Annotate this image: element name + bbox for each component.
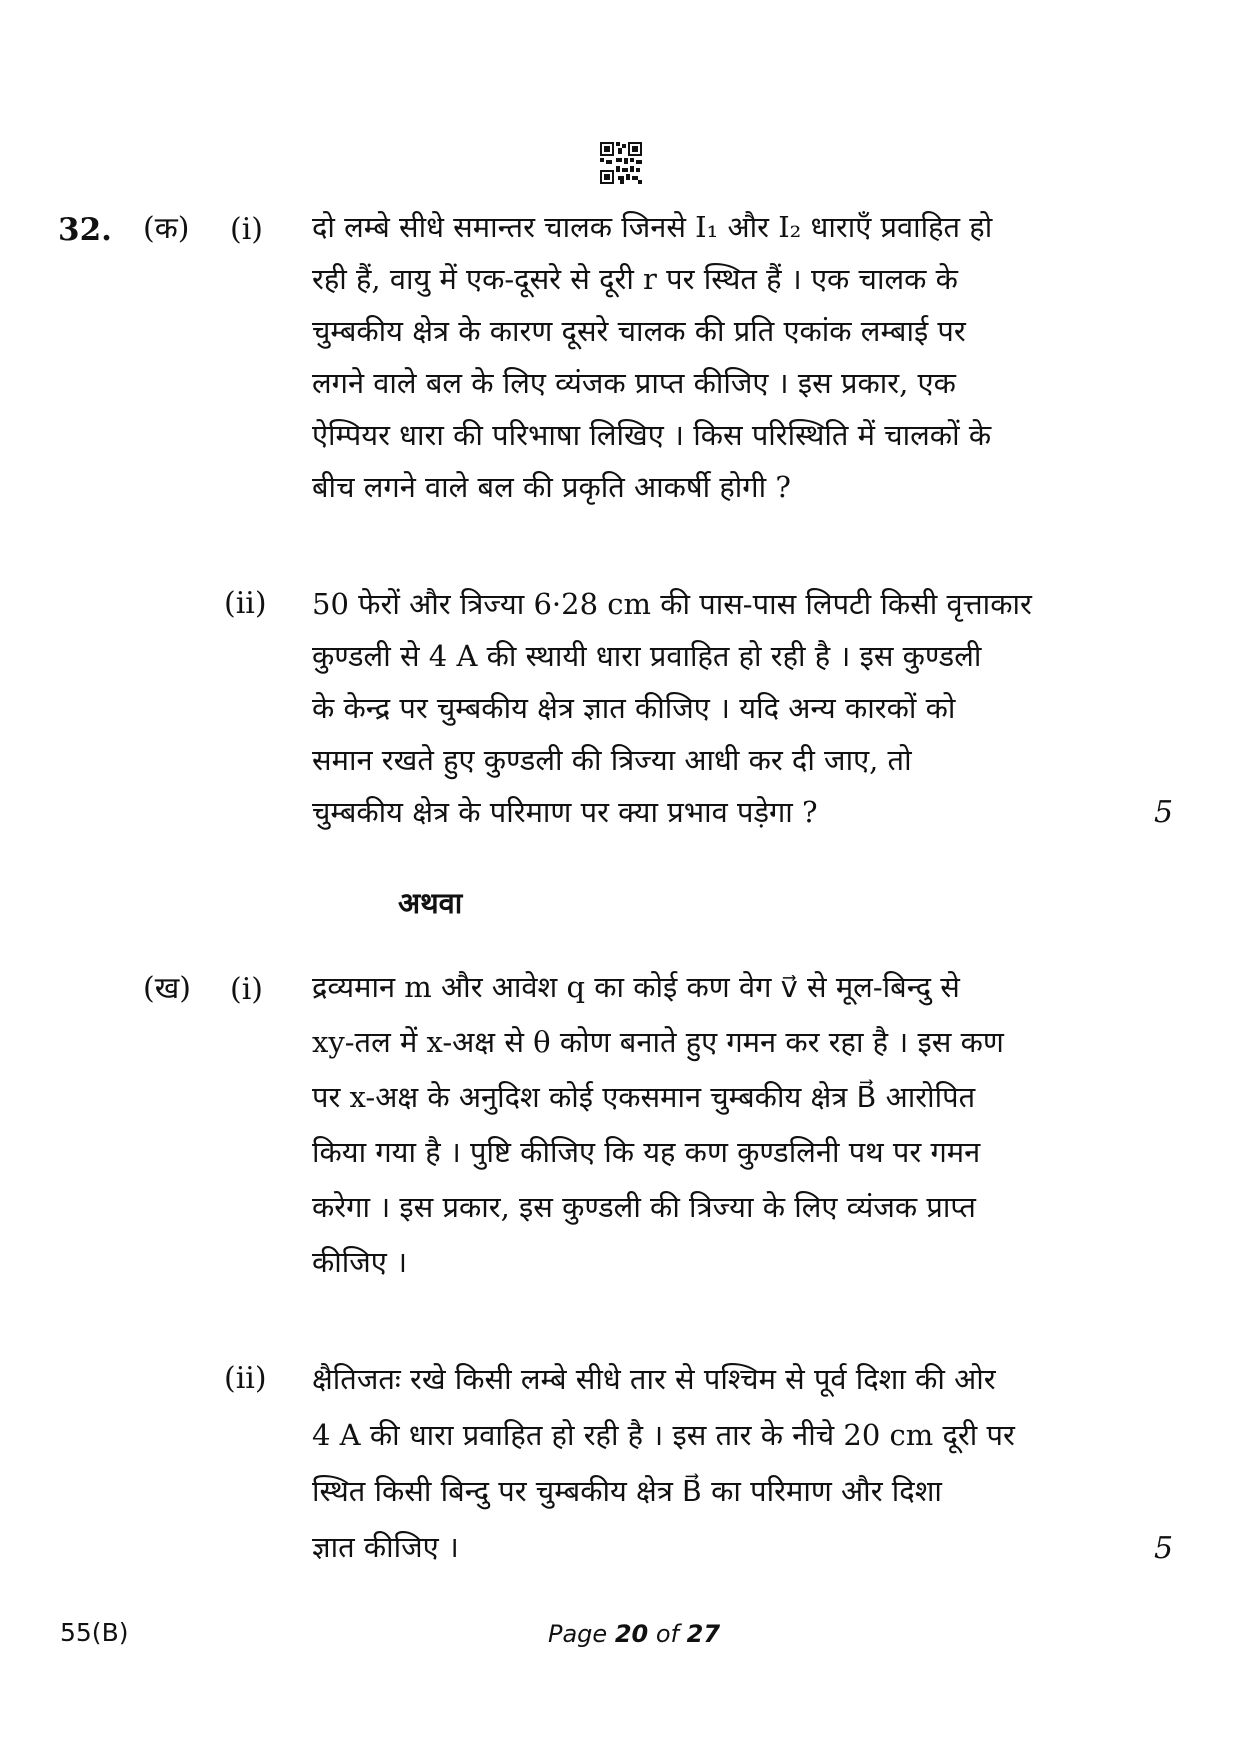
page-number: [548, 1620, 720, 1648]
part-a-label: (क): [143, 211, 190, 246]
text-line: किया गया है । पुष्टि कीजिए कि यह कण कुण्डलिनी पथ पर गमन: [312, 1135, 981, 1169]
text-line: रही हैं, वायु में एक-दूसरे से दूरी r पर स्थित हैं । एक चालक के: [312, 262, 958, 296]
or-label: अथवा: [398, 886, 463, 920]
part-b-ii-label: (ii): [224, 1361, 267, 1396]
text-line: पर x-अक्ष के अनुदिश कोई एकसमान चुम्बकीय क्षेत्र B⃗ आरोपित: [312, 1080, 976, 1114]
text-line: ऐम्पियर धारा की परिभाषा लिखिए । किस परिस्थिति में चालकों के: [312, 418, 992, 452]
text-line: ज्ञात कीजिए ।: [312, 1530, 459, 1564]
part-a-ii-label: (ii): [224, 586, 267, 621]
marks-part-a: 5: [1154, 795, 1174, 830]
qr-code-icon: [600, 142, 642, 184]
text-line: चुम्बकीय क्षेत्र के कारण दूसरे चालक की प्रति एकांक लम्बाई पर: [312, 314, 966, 348]
text-line: बीच लगने वाले बल की प्रकृति आकर्षी होगी ?: [312, 470, 791, 504]
part-b-i-label: (i): [230, 972, 264, 1007]
page-of: of: [655, 1620, 680, 1648]
page-current: 20: [614, 1620, 649, 1648]
marks-part-b: 5: [1154, 1531, 1174, 1566]
text-line: xy-तल में x-अक्ष से θ कोण बनाते हुए गमन कर रहा है । इस कण: [312, 1025, 1004, 1059]
text-line: 50 फेरों और त्रिज्या 6·28 cm की पास-पास लिपटी किसी वृत्ताकार: [312, 587, 1032, 621]
page-total: 27: [686, 1620, 721, 1648]
paper-code: 55(B): [60, 1618, 129, 1647]
question-number: 32.: [58, 212, 112, 248]
text-line: लगने वाले बल के लिए व्यंजक प्राप्त कीजिए । इस प्रकार, एक: [312, 366, 956, 400]
text-line: स्थित किसी बिन्दु पर चुम्बकीय क्षेत्र B⃗ का परिमाण और दिशा: [312, 1474, 942, 1508]
part-b-label: (ख): [143, 971, 191, 1006]
text-line: समान रखते हुए कुण्डली की त्रिज्या आधी कर दी जाए, तो: [312, 743, 912, 777]
text-line: द्रव्यमान m और आवेश q का कोई कण वेग v⃗ से मूल-बिन्दु से: [312, 970, 960, 1004]
page-word: Page: [548, 1620, 608, 1648]
text-line: दो लम्बे सीधे समान्तर चालक जिनसे I₁ और I₂ धाराएँ प्रवाहित हो: [312, 210, 993, 244]
text-line: के केन्द्र पर चुम्बकीय क्षेत्र ज्ञात कीजिए । यदि अन्य कारकों को: [312, 691, 956, 725]
text-line: कीजिए ।: [312, 1245, 408, 1279]
text-line: 4 A की धारा प्रवाहित हो रही है । इस तार के नीचे 20 cm दूरी पर: [312, 1418, 1015, 1452]
text-line: चुम्बकीय क्षेत्र के परिमाण पर क्या प्रभाव पड़ेगा ?: [312, 795, 818, 829]
text-line: क्षैतिजतः रखे किसी लम्बे सीधे तार से पश्चिम से पूर्व दिशा की ओर: [312, 1362, 996, 1396]
part-a-i-label: (i): [230, 212, 264, 247]
text-line: कुण्डली से 4 A की स्थायी धारा प्रवाहित हो रही है । इस कुण्डली: [312, 639, 982, 673]
text-line: करेगा । इस प्रकार, इस कुण्डली की त्रिज्या के लिए व्यंजक प्राप्त: [312, 1190, 976, 1224]
